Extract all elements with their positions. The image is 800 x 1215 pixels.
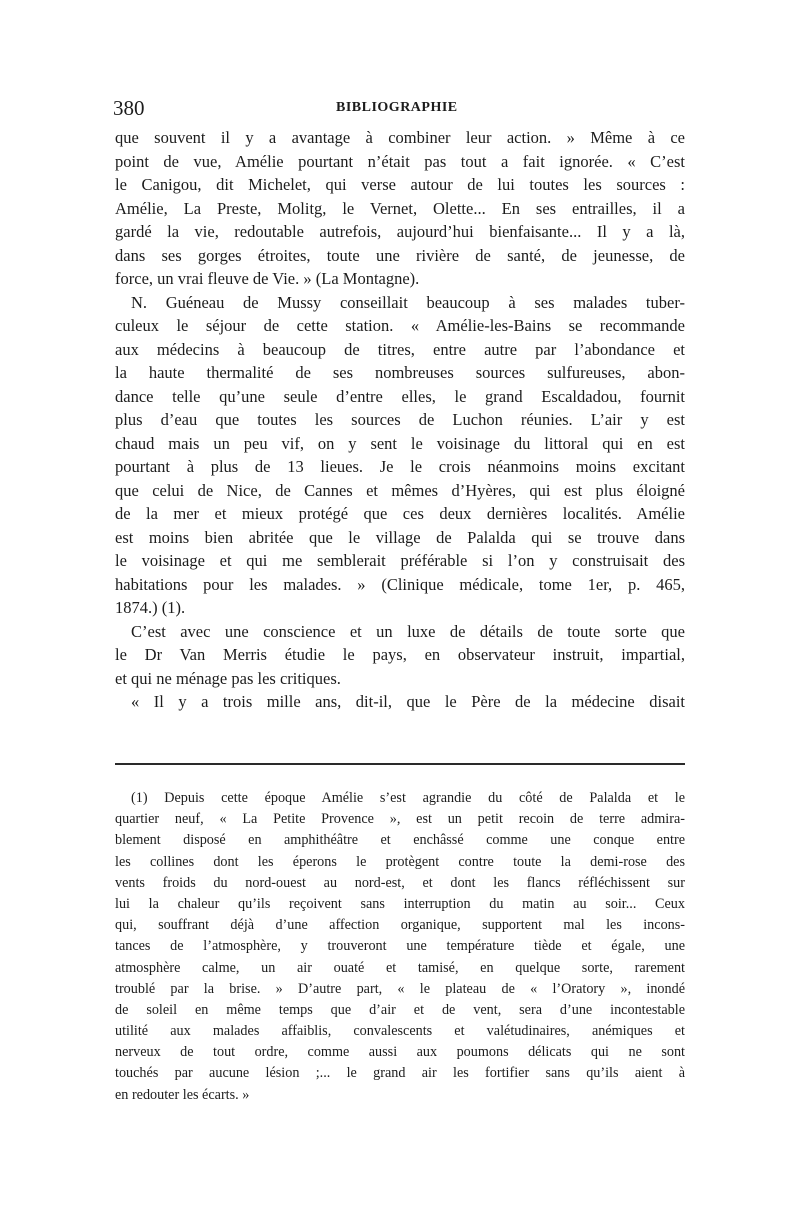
body-text <box>115 126 685 714</box>
body-line: est moins bien abritée que le village de Palalda qui se trouve dans <box>115 527 685 547</box>
body-line: culeux le séjour de cette station. « Amélie-les-Bains se recommande <box>115 316 685 335</box>
footnote-line: vents froids du nord-ouest au nord-est, et dont les flancs réfléchissent sur <box>115 874 685 891</box>
body-line: point de vue, Amélie pourtant n’était pas tout a fait ignorée. « C’est <box>115 151 685 171</box>
body-line: le Dr Van Merris étudie le pays, en observateur instruit, impartial, <box>115 645 685 664</box>
footnote-line: utilité aux malades affaiblis, convalescents et valétudinaires, anémiques et <box>115 1023 685 1040</box>
footnote-line: tances de l’atmosphère, y trouveront une température tiède et égale, une <box>115 938 685 955</box>
page-header <box>113 96 690 126</box>
body-line: pourtant à plus de 13 lieues. Je le crois néanmoins moins excitant <box>115 457 685 476</box>
body-line: aux médecins à beaucoup de titres, entre autre par l’abondance et <box>115 339 685 359</box>
body-line: et qui ne ménage pas les critiques. <box>115 668 341 688</box>
running-title: BIBLIOGRAPHIE <box>336 100 458 115</box>
footnote-line: de soleil en même temps que d’air et de vent, sera d’une incontestable <box>115 1001 685 1018</box>
body-line: dance telle qu’une seule d’entre elles, le grand Escaldadou, fournit <box>115 386 685 406</box>
body-line: habitations pour les malades. » (Clinique médicale, tome 1er, p. 465, <box>115 574 685 594</box>
body-line: chaud mais un peu vif, on y sent le voisinage du littoral qui en est <box>115 433 685 453</box>
footnote-line: blement disposé en amphithéâtre et enchâssé comme une conque entre <box>115 832 685 849</box>
footnote-line: qui, souffrant déjà d’une affection organique, supportent mal les incons- <box>115 917 685 934</box>
footnote-line: (1) Depuis cette époque Amélie s’est agrandie du côté de Palalda et le <box>131 790 685 806</box>
body-line: que celui de Nice, de Cannes et mêmes d’Hyères, qui est plus éloigné <box>115 480 685 500</box>
body-line: la haute thermalité de ses nombreuses sources sulfureuses, abon- <box>115 363 685 382</box>
footnote-line: les collines dont les éperons le protègent contre toute la demi-rose des <box>115 853 685 870</box>
body-line: Amélie, La Preste, Molitg, le Vernet, Olette... En ses entrailles, il a <box>115 198 685 218</box>
body-line: de la mer et mieux protégé que ces deux dernières localités. Amélie <box>115 504 685 523</box>
body-line: plus d’eau que toutes les sources de Luchon réunies. L’air y est <box>115 410 685 429</box>
body-line: 1874.) (1). <box>115 598 186 617</box>
body-line: « Il y a trois mille ans, dit-il, que le Père de la médecine disait <box>131 692 685 711</box>
body-line: dans ses gorges étroites, toute une rivière de santé, de jeunesse, de <box>115 245 685 265</box>
footnote-line: atmosphère calme, un air ouaté et tamisé, en quelque sorte, rarement <box>115 959 685 976</box>
body-line: force, un vrai fleuve de Vie. » (La Montagne). <box>115 269 420 288</box>
body-line: N. Guéneau de Mussy conseillait beaucoup à ses malades tuber- <box>131 292 685 312</box>
footnote-line: troublé par la brise. » D’autre part, « le plateau de « l’Oratory », inondé <box>115 980 685 997</box>
footnote-line: touchés par aucune lésion ;... le grand air les fortifier sans qu’ils aient à <box>115 1065 685 1082</box>
body-line: le Canigou, dit Michelet, qui verse autour de lui toutes les sources : <box>115 175 685 194</box>
footnote <box>115 788 685 1106</box>
body-line: gardé la vie, redoutable autrefois, aujourd’hui bienfaisante... Il y a là, <box>115 222 685 241</box>
footnote-line: lui la chaleur qu’ils reçoivent sans interruption du matin au soir... Ceux <box>115 895 685 912</box>
footnote-separator <box>115 763 685 765</box>
body-line: C’est avec une conscience et un luxe de détails de toute sorte que <box>131 621 685 641</box>
body-line: le voisinage et qui me semblerait préférable si l’on y construisait des <box>115 551 685 570</box>
page-number: 380 <box>113 96 145 120</box>
body-line: que souvent il y a avantage à combiner leur action. » Même à ce <box>115 128 685 147</box>
footnote-line: nerveux de tout ordre, comme aussi aux poumons délicats qui ne sont <box>115 1044 685 1061</box>
footnote-line: quartier neuf, « La Petite Provence », est un petit recoin de terre admira- <box>115 811 685 828</box>
footnote-line: en redouter les écarts. » <box>115 1086 250 1103</box>
